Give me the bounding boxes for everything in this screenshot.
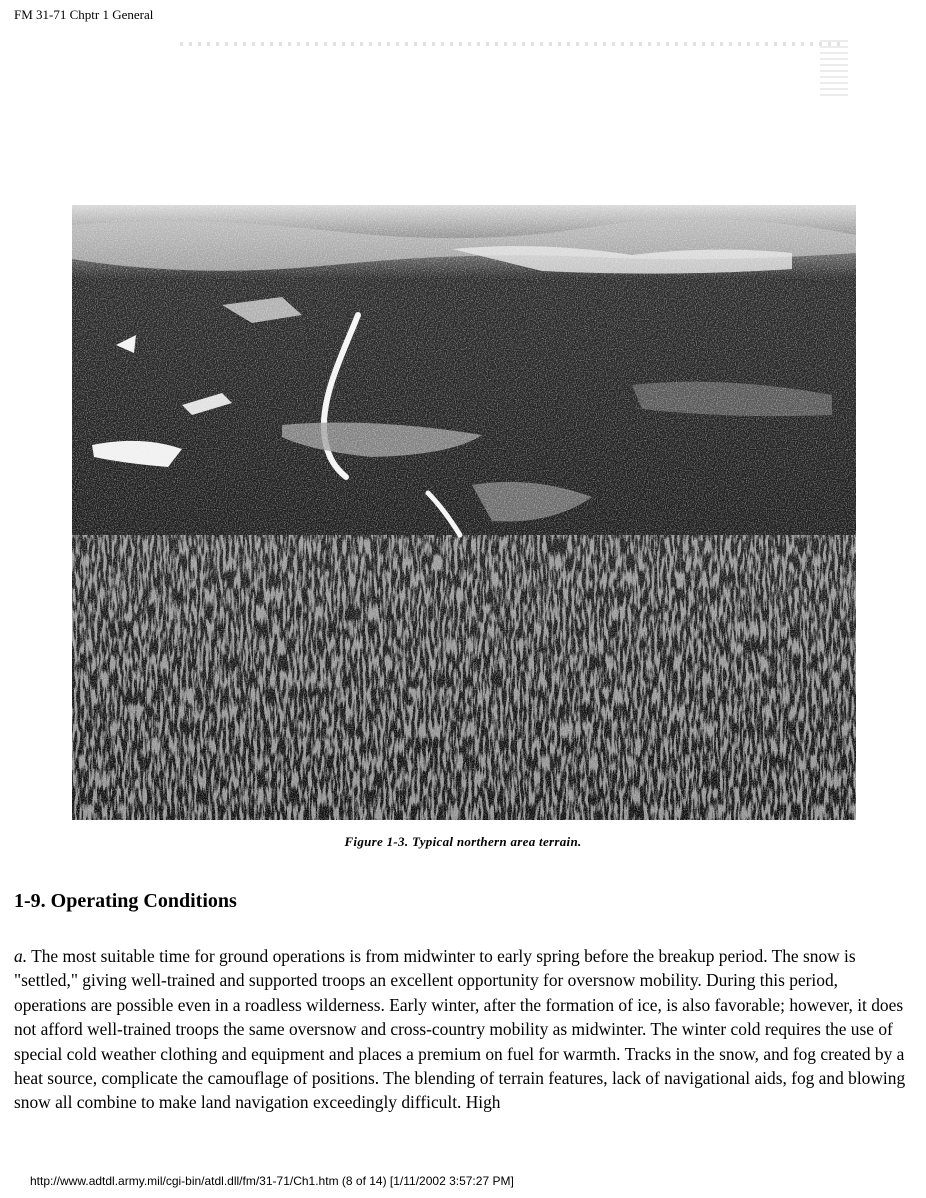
body-paragraph <box>14 944 914 1115</box>
page-footer-url: http://www.adtdl.army.mil/cgi-bin/atdl.dll/fm/31-71/Ch1.htm (8 of 14) [1/11/2002 3:57:27 PM] <box>30 1174 514 1188</box>
page-header: FM 31-71 Chptr 1 General <box>14 7 154 22</box>
scan-artifact-edge <box>820 40 848 100</box>
section-heading: 1-9. Operating Conditions <box>14 890 237 912</box>
paragraph-text: The most suitable time for ground operations is from midwinter to early spring before the breakup period. The snow is "settled," giving well-trained and supported troops an excellent opportunity for oversnow mobility. During this period, operations are possible even in a roadless wilderness. Early winter, after the formation of ice, is also favorable; however, it does not afford well-trained troops the same oversnow and cross-country mobility as midwinter. The winter cold requires the use of special cold weather clothing and equipment and places a premium on fuel for warmth. Tracks in the snow, and fog created by a heat source, complicate the camouflage of positions. The blending of terrain features, lack of navigational aids, fog and blowing snow all combine to make land navigation exceedingly difficult. High <box>14 946 906 1113</box>
terrain-photo <box>72 205 856 820</box>
figure-caption: Figure 1-3. Typical northern area terrain. <box>344 834 582 849</box>
paragraph-marker: a. <box>14 946 28 966</box>
scan-artifact <box>180 42 840 46</box>
